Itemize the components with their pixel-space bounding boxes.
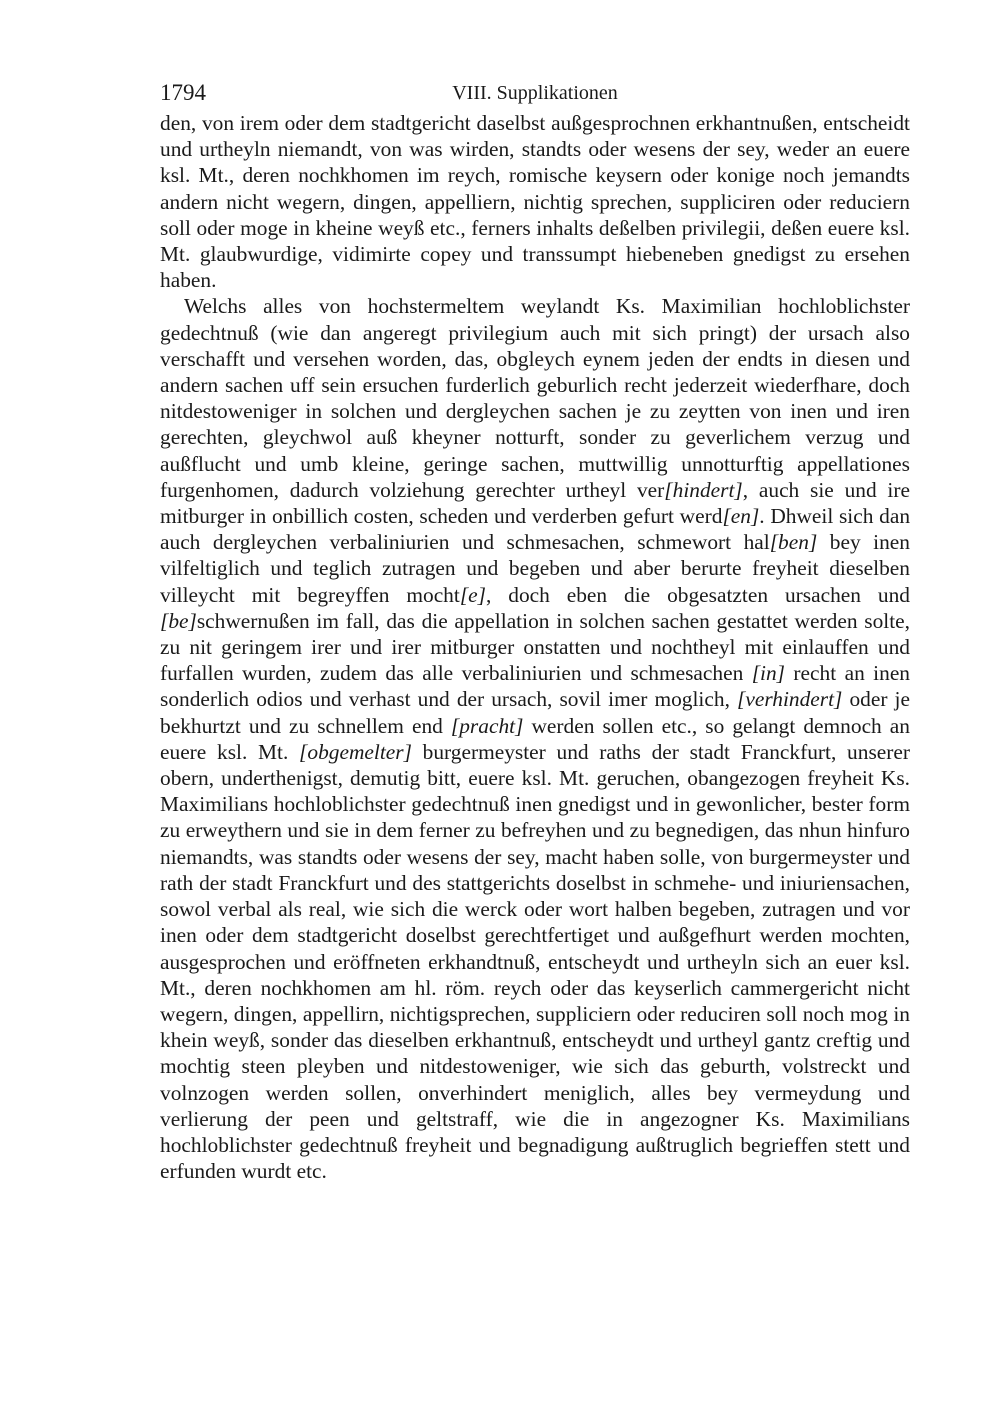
text-run: , doch eben die obgesatzten ursachen und: [485, 582, 910, 607]
text-run: . Dhweil sich dan auch dergleychen verbaliniurien und schmesachen, schmewort hal: [160, 504, 911, 555]
document-page: [160, 78, 910, 1184]
editorial-insertion: [pracht]: [450, 713, 524, 738]
editorial-insertion: [obgemelter]: [299, 739, 412, 764]
text-run: oder je bekhurtzt und zu schnellem end: [160, 687, 910, 738]
page-number: 1794: [160, 80, 206, 105]
text-run: werden sollen etc., so gelangt demnoch an euere ksl. Mt.: [160, 713, 910, 764]
text-run: schwernußen im fall, das die appellation in solchen sachen gestattet werden solte, zu nit geringem irer und irer mitburger onstatten und nochtheyl mit einlauffen und furfallen wurden, zudem das alle verbaliniurien und schmesachen: [160, 608, 910, 686]
running-header: [160, 78, 910, 108]
section-title: VIII. Supplikationen: [452, 82, 618, 104]
paragraph: [160, 293, 910, 1184]
editorial-insertion: [ben]: [769, 530, 818, 555]
text-run: , auch sie und ire mitburger in onbillich costen, scheden und verderben gefurt werd: [160, 477, 910, 529]
editorial-insertion: [en]: [722, 504, 760, 529]
text-run: Welchs alles von hochstermeltem weylandt Ks. Maximilian hochloblichster gedechtnuß (wie dan angeregt privilegium auch mit sich pringt) der ursach also verschafft und versehen worden, das, obgleych eynem jeden der endts in diesen und andern sachen uff sein ersuchen furderlich geburlich recht jederzeit wiederfhare, doch nitdestoweniger in solchen und dergleychen sachen je zu zeytten von inen und iren gerechten, gleychwol auß kheyner notturft, sonder zu geverlichem verzug und außflucht und umb kleine, geringe sachen, muttwillig unnotturftig appellationes furgenhomen, dadurch volziehung gerechter urtheyl ver: [160, 294, 910, 502]
editorial-insertion: [be]: [160, 608, 197, 633]
editorial-insertion: [in]: [751, 661, 786, 686]
editorial-insertion: [verhindert]: [737, 687, 843, 712]
text-run: burgermeyster und raths der stadt Franckfurt, unserer obern, underthenigst, demutig bitt, euere ksl. Mt. geruchen, obangezogen freyheit Ks. Maximilians hochloblichster gedechtnuß inen gnedigst und in gewonlicher, bester form zu erweythern und sie in dem ferner zu befreyhen und zu begnedigen, das nhun hinfuro niemandts, was standts oder wesens der sey, macht haben solle, von burgermeyster und rath der stadt Franckfurt und des stattgerichts doselbst in schmehe- und iniuriensachen, sowol verbal als real, wie sich die werck oder wort halben begeben, zutragen und vor inen oder dem stadtgericht doselbst gerechtfertiget und außgefhurt werden mochten, ausgesprochen und eröffneten erkhandtnuß, entscheydt und urtheyln sich an euer ksl. Mt., deren nochkhomen am hl. röm. reych oder das keyserlich cammergericht nicht wegern, dingen, appellirn, nichtigsprechen, suppliciern oder reduciren soll noch mog in khein weyß, sonder das dieselben erkhantnuß, entscheydt und urtheyl gantz creftig und mochtig steen pleyben und nitdestoweniger, wie sich das geburth, volstreckt und volnzogen werden sollen, onverhindert meniglich, alles bey vermeydung und verlierung der peen und geltstraff, wie die in angezogner Ks. Maximilians hochloblichster gedechtnuß freyheit und begnadigung außtruglich begrieffen stett und erfunden wurdt etc.: [160, 739, 910, 1184]
editorial-insertion: [e]: [459, 582, 486, 607]
paragraph: [160, 110, 910, 293]
text-run: recht an inen sonderlich odios und verhast und der ursach, sovil imer moglich,: [160, 661, 911, 712]
body-text: [160, 110, 910, 1184]
editorial-insertion: [hindert]: [664, 477, 743, 502]
text-run: den, von irem oder dem stadtgericht daselbst außgesprochnen erkhantnußen, entscheidt und urtheyln niemandt, von was wirden, standts oder wesens der sey, weder an euere ksl. Mt., deren nochkhomen im reych, romische keysern oder konige noch jemandts andern nicht wegern, dingen, appelliern, nichtig sprechen, suppliciren oder reduciern soll oder moge in kheine weyß etc., ferners inhalts deßelben privilegii, deßen euere ksl. Mt. glaubwurdige, vidimirte copey und transsumpt hiebeneben gnedigst zu ersehen haben.: [160, 111, 910, 293]
text-run: bey inen vilfeltiglich und teglich zutragen und begeben und aber berurte freyheit dieselben villeycht mit begreyffen mocht: [160, 530, 910, 607]
